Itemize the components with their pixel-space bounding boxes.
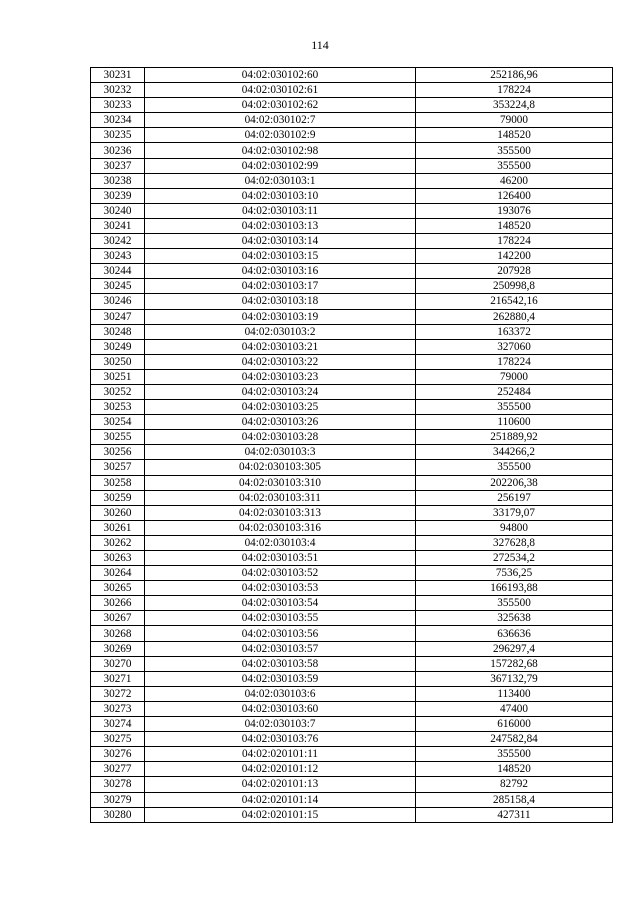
row-number-cell: 30238 (91, 173, 145, 188)
table-row (91, 762, 613, 777)
cadastral-number-cell: 04:02:030102:61 (145, 83, 416, 98)
cadastral-number-cell: 04:02:030103:11 (145, 203, 416, 218)
row-number-cell: 30278 (91, 777, 145, 792)
row-number-cell: 30276 (91, 747, 145, 762)
row-number-cell: 30251 (91, 369, 145, 384)
page-number: 114 (311, 38, 329, 52)
value-cell: 296297,4 (416, 641, 613, 656)
value-cell: 79000 (416, 369, 613, 384)
table-row (91, 792, 613, 807)
table-row (91, 596, 613, 611)
table-row (91, 98, 613, 113)
row-number-cell: 30242 (91, 234, 145, 249)
table-row (91, 203, 613, 218)
cadastral-number-cell: 04:02:030103:54 (145, 596, 416, 611)
cadastral-number-cell: 04:02:030103:25 (145, 400, 416, 415)
table-row (91, 460, 613, 475)
table-row (91, 113, 613, 128)
row-number-cell: 30248 (91, 324, 145, 339)
table-row (91, 717, 613, 732)
row-number-cell: 30257 (91, 460, 145, 475)
cadastral-value-table (90, 67, 613, 823)
cadastral-number-cell: 04:02:030103:57 (145, 641, 416, 656)
cadastral-number-cell: 04:02:020101:15 (145, 807, 416, 822)
row-number-cell: 30254 (91, 415, 145, 430)
table-row (91, 68, 613, 83)
cadastral-number-cell: 04:02:030103:15 (145, 249, 416, 264)
table-row (91, 158, 613, 173)
cadastral-number-cell: 04:02:030103:56 (145, 626, 416, 641)
table-row (91, 747, 613, 762)
value-cell: 636636 (416, 626, 613, 641)
row-number-cell: 30231 (91, 68, 145, 83)
table-row (91, 581, 613, 596)
value-cell: 355500 (416, 747, 613, 762)
cadastral-number-cell: 04:02:030102:7 (145, 113, 416, 128)
value-cell: 79000 (416, 113, 613, 128)
row-number-cell: 30279 (91, 792, 145, 807)
value-cell: 251889,92 (416, 430, 613, 445)
cadastral-number-cell: 04:02:030102:9 (145, 128, 416, 143)
cadastral-number-cell: 04:02:030103:55 (145, 611, 416, 626)
value-cell: 207928 (416, 264, 613, 279)
row-number-cell: 30267 (91, 611, 145, 626)
cadastral-number-cell: 04:02:030103:76 (145, 732, 416, 747)
table-row (91, 309, 613, 324)
value-cell: 272534,2 (416, 551, 613, 566)
row-number-cell: 30280 (91, 807, 145, 822)
cadastral-number-cell: 04:02:030103:17 (145, 279, 416, 294)
row-number-cell: 30234 (91, 113, 145, 128)
value-cell: 157282,68 (416, 656, 613, 671)
row-number-cell: 30252 (91, 384, 145, 399)
table-row (91, 551, 613, 566)
value-cell: 202206,38 (416, 475, 613, 490)
cadastral-number-cell: 04:02:030103:4 (145, 535, 416, 550)
table-row (91, 520, 613, 535)
row-number-cell: 30274 (91, 717, 145, 732)
cadastral-number-cell: 04:02:030103:26 (145, 415, 416, 430)
cadastral-number-cell: 04:02:030103:316 (145, 520, 416, 535)
row-number-cell: 30258 (91, 475, 145, 490)
value-cell: 216542,16 (416, 294, 613, 309)
table-row (91, 83, 613, 98)
row-number-cell: 30232 (91, 83, 145, 98)
row-number-cell: 30256 (91, 445, 145, 460)
cadastral-number-cell: 04:02:030103:60 (145, 701, 416, 716)
row-number-cell: 30269 (91, 641, 145, 656)
row-number-cell: 30271 (91, 671, 145, 686)
table-row (91, 249, 613, 264)
value-cell: 178224 (416, 354, 613, 369)
value-cell: 327628,8 (416, 535, 613, 550)
row-number-cell: 30259 (91, 490, 145, 505)
cadastral-number-cell: 04:02:030103:58 (145, 656, 416, 671)
value-cell: 47400 (416, 701, 613, 716)
table-row (91, 188, 613, 203)
value-cell: 126400 (416, 188, 613, 203)
cadastral-number-cell: 04:02:030103:59 (145, 671, 416, 686)
value-cell: 94800 (416, 520, 613, 535)
table-row (91, 430, 613, 445)
table-row (91, 686, 613, 701)
cadastral-number-cell: 04:02:030102:62 (145, 98, 416, 113)
table-row (91, 354, 613, 369)
row-number-cell: 30244 (91, 264, 145, 279)
value-cell: 148520 (416, 762, 613, 777)
cadastral-number-cell: 04:02:030102:99 (145, 158, 416, 173)
value-cell: 148520 (416, 218, 613, 233)
table-row (91, 566, 613, 581)
value-cell: 250998,8 (416, 279, 613, 294)
row-number-cell: 30255 (91, 430, 145, 445)
table-row (91, 234, 613, 249)
table-row (91, 415, 613, 430)
table-row (91, 732, 613, 747)
row-number-cell: 30277 (91, 762, 145, 777)
row-number-cell: 30263 (91, 551, 145, 566)
cadastral-number-cell: 04:02:030103:10 (145, 188, 416, 203)
row-number-cell: 30236 (91, 143, 145, 158)
value-cell: 355500 (416, 596, 613, 611)
table-row (91, 143, 613, 158)
cadastral-number-cell: 04:02:030103:1 (145, 173, 416, 188)
cadastral-number-cell: 04:02:030103:22 (145, 354, 416, 369)
table-row (91, 535, 613, 550)
cadastral-number-cell: 04:02:020101:11 (145, 747, 416, 762)
value-cell: 353224,8 (416, 98, 613, 113)
value-cell: 178224 (416, 83, 613, 98)
row-number-cell: 30249 (91, 339, 145, 354)
cadastral-number-cell: 04:02:020101:12 (145, 762, 416, 777)
value-cell: 33179,07 (416, 505, 613, 520)
row-number-cell: 30266 (91, 596, 145, 611)
cadastral-number-cell: 04:02:030103:18 (145, 294, 416, 309)
cadastral-number-cell: 04:02:020101:13 (145, 777, 416, 792)
table-row (91, 384, 613, 399)
table-row (91, 264, 613, 279)
value-cell: 262880,4 (416, 309, 613, 324)
cadastral-number-cell: 04:02:030103:24 (145, 384, 416, 399)
table-row (91, 400, 613, 415)
cadastral-number-cell: 04:02:030102:98 (145, 143, 416, 158)
table-row (91, 279, 613, 294)
cadastral-number-cell: 04:02:030103:23 (145, 369, 416, 384)
cadastral-number-cell: 04:02:030103:16 (145, 264, 416, 279)
table-row (91, 641, 613, 656)
table-row (91, 490, 613, 505)
cadastral-number-cell: 04:02:030103:7 (145, 717, 416, 732)
table-body (91, 68, 613, 823)
value-cell: 163372 (416, 324, 613, 339)
row-number-cell: 30245 (91, 279, 145, 294)
table-row (91, 611, 613, 626)
table-row (91, 626, 613, 641)
row-number-cell: 30264 (91, 566, 145, 581)
row-number-cell: 30275 (91, 732, 145, 747)
value-cell: 616000 (416, 717, 613, 732)
value-cell: 344266,2 (416, 445, 613, 460)
row-number-cell: 30272 (91, 686, 145, 701)
value-cell: 355500 (416, 158, 613, 173)
cadastral-number-cell: 04:02:030103:21 (145, 339, 416, 354)
table-row (91, 339, 613, 354)
table-row (91, 475, 613, 490)
value-cell: 355500 (416, 143, 613, 158)
cadastral-number-cell: 04:02:030103:52 (145, 566, 416, 581)
value-cell: 252186,96 (416, 68, 613, 83)
row-number-cell: 30233 (91, 98, 145, 113)
table-row (91, 777, 613, 792)
row-number-cell: 30250 (91, 354, 145, 369)
cadastral-number-cell: 04:02:030103:313 (145, 505, 416, 520)
row-number-cell: 30243 (91, 249, 145, 264)
row-number-cell: 30253 (91, 400, 145, 415)
table-row (91, 128, 613, 143)
cadastral-number-cell: 04:02:030103:28 (145, 430, 416, 445)
cadastral-number-cell: 04:02:030103:305 (145, 460, 416, 475)
row-number-cell: 30247 (91, 309, 145, 324)
value-cell: 113400 (416, 686, 613, 701)
value-cell: 142200 (416, 249, 613, 264)
value-cell: 285158,4 (416, 792, 613, 807)
table-row (91, 505, 613, 520)
row-number-cell: 30265 (91, 581, 145, 596)
cadastral-number-cell: 04:02:020101:14 (145, 792, 416, 807)
row-number-cell: 30261 (91, 520, 145, 535)
value-cell: 82792 (416, 777, 613, 792)
table-row (91, 369, 613, 384)
table-row (91, 173, 613, 188)
value-cell: 148520 (416, 128, 613, 143)
table-row (91, 445, 613, 460)
row-number-cell: 30260 (91, 505, 145, 520)
value-cell: 247582,84 (416, 732, 613, 747)
table-row (91, 656, 613, 671)
cadastral-number-cell: 04:02:030102:60 (145, 68, 416, 83)
table-row (91, 324, 613, 339)
cadastral-number-cell: 04:02:030103:2 (145, 324, 416, 339)
row-number-cell: 30262 (91, 535, 145, 550)
cadastral-number-cell: 04:02:030103:310 (145, 475, 416, 490)
table-row (91, 294, 613, 309)
value-cell: 193076 (416, 203, 613, 218)
cadastral-number-cell: 04:02:030103:51 (145, 551, 416, 566)
row-number-cell: 30237 (91, 158, 145, 173)
cadastral-number-cell: 04:02:030103:13 (145, 218, 416, 233)
row-number-cell: 30241 (91, 218, 145, 233)
value-cell: 355500 (416, 460, 613, 475)
value-cell: 178224 (416, 234, 613, 249)
cadastral-number-cell: 04:02:030103:311 (145, 490, 416, 505)
row-number-cell: 30239 (91, 188, 145, 203)
cadastral-number-cell: 04:02:030103:53 (145, 581, 416, 596)
value-cell: 252484 (416, 384, 613, 399)
cadastral-number-cell: 04:02:030103:19 (145, 309, 416, 324)
value-cell: 367132,79 (416, 671, 613, 686)
value-cell: 256197 (416, 490, 613, 505)
row-number-cell: 30268 (91, 626, 145, 641)
value-cell: 327060 (416, 339, 613, 354)
row-number-cell: 30270 (91, 656, 145, 671)
table-row (91, 671, 613, 686)
row-number-cell: 30246 (91, 294, 145, 309)
row-number-cell: 30240 (91, 203, 145, 218)
table-row (91, 218, 613, 233)
row-number-cell: 30273 (91, 701, 145, 716)
table-row (91, 701, 613, 716)
cadastral-number-cell: 04:02:030103:6 (145, 686, 416, 701)
row-number-cell: 30235 (91, 128, 145, 143)
cadastral-number-cell: 04:02:030103:14 (145, 234, 416, 249)
table-row (91, 807, 613, 822)
value-cell: 166193,88 (416, 581, 613, 596)
cadastral-number-cell: 04:02:030103:3 (145, 445, 416, 460)
value-cell: 46200 (416, 173, 613, 188)
value-cell: 427311 (416, 807, 613, 822)
value-cell: 355500 (416, 400, 613, 415)
value-cell: 7536,25 (416, 566, 613, 581)
value-cell: 325638 (416, 611, 613, 626)
value-cell: 110600 (416, 415, 613, 430)
